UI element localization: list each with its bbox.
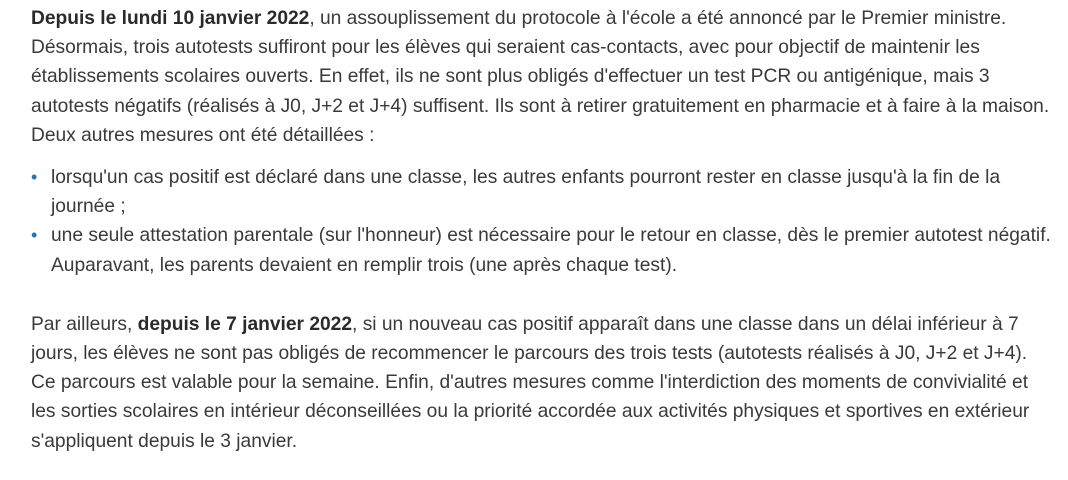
article-body xyxy=(31,3,1051,456)
measures-list xyxy=(31,163,1051,280)
second-paragraph xyxy=(31,310,1051,456)
bullet-icon: • xyxy=(31,225,38,246)
list-item xyxy=(31,221,1051,279)
second-paragraph-prefix: Par ailleurs, xyxy=(31,313,138,335)
second-paragraph-date-bold: depuis le 7 janvier 2022 xyxy=(137,313,353,335)
list-item-text: lorsqu'un cas positif est déclaré dans une classe, les autres enfants pourront rester en classe jusqu'à la fin de la journée ; xyxy=(51,167,1001,218)
intro-date-bold: Depuis le lundi 10 janvier 2022 xyxy=(31,8,310,29)
bullet-icon: • xyxy=(31,167,38,188)
intro-paragraph xyxy=(31,4,1051,150)
list-item xyxy=(31,163,1051,221)
intro-text: , un assouplissement du protocole à l'école a été annoncé par le Premier ministre. Désormais, trois autotests suffiront pour les élèves qui seraient cas-contacts, avec pour objectif de maintenir les établissements scolaires ouverts. En effet, ils ne sont plus obligés d'effectuer un test PCR ou antigénique, mais 3 autotests négatifs (réalisés à J0, J+2 et J+4) suffisent. Ils sont à retirer gratuitement en pharmacie et à faire à la maison. Deux autres mesures ont été détaillées : xyxy=(31,8,1050,146)
second-paragraph-text: , si un nouveau cas positif apparaît dans une classe dans un délai inférieur à 7 jours, les élèves ne sont pas obligés de recommencer le parcours des trois tests (autotests réalisés à J0, J+2 et J+4). Ce parcours est valable pour la semaine. Enfin, d'autres mesures comme l'interdiction des moments de convivialité et les sorties scolaires en intérieur déconseillées ou la priorité accordée aux activités physiques et sportives en extérieur s'appliquent depuis le 3 janvier. xyxy=(31,313,1030,452)
list-item-text: une seule attestation parentale (sur l'honneur) est nécessaire pour le retour en classe, dès le premier autotest négatif. Auparavant, les parents devaient en remplir trois (une après chaque test). xyxy=(51,225,1051,276)
